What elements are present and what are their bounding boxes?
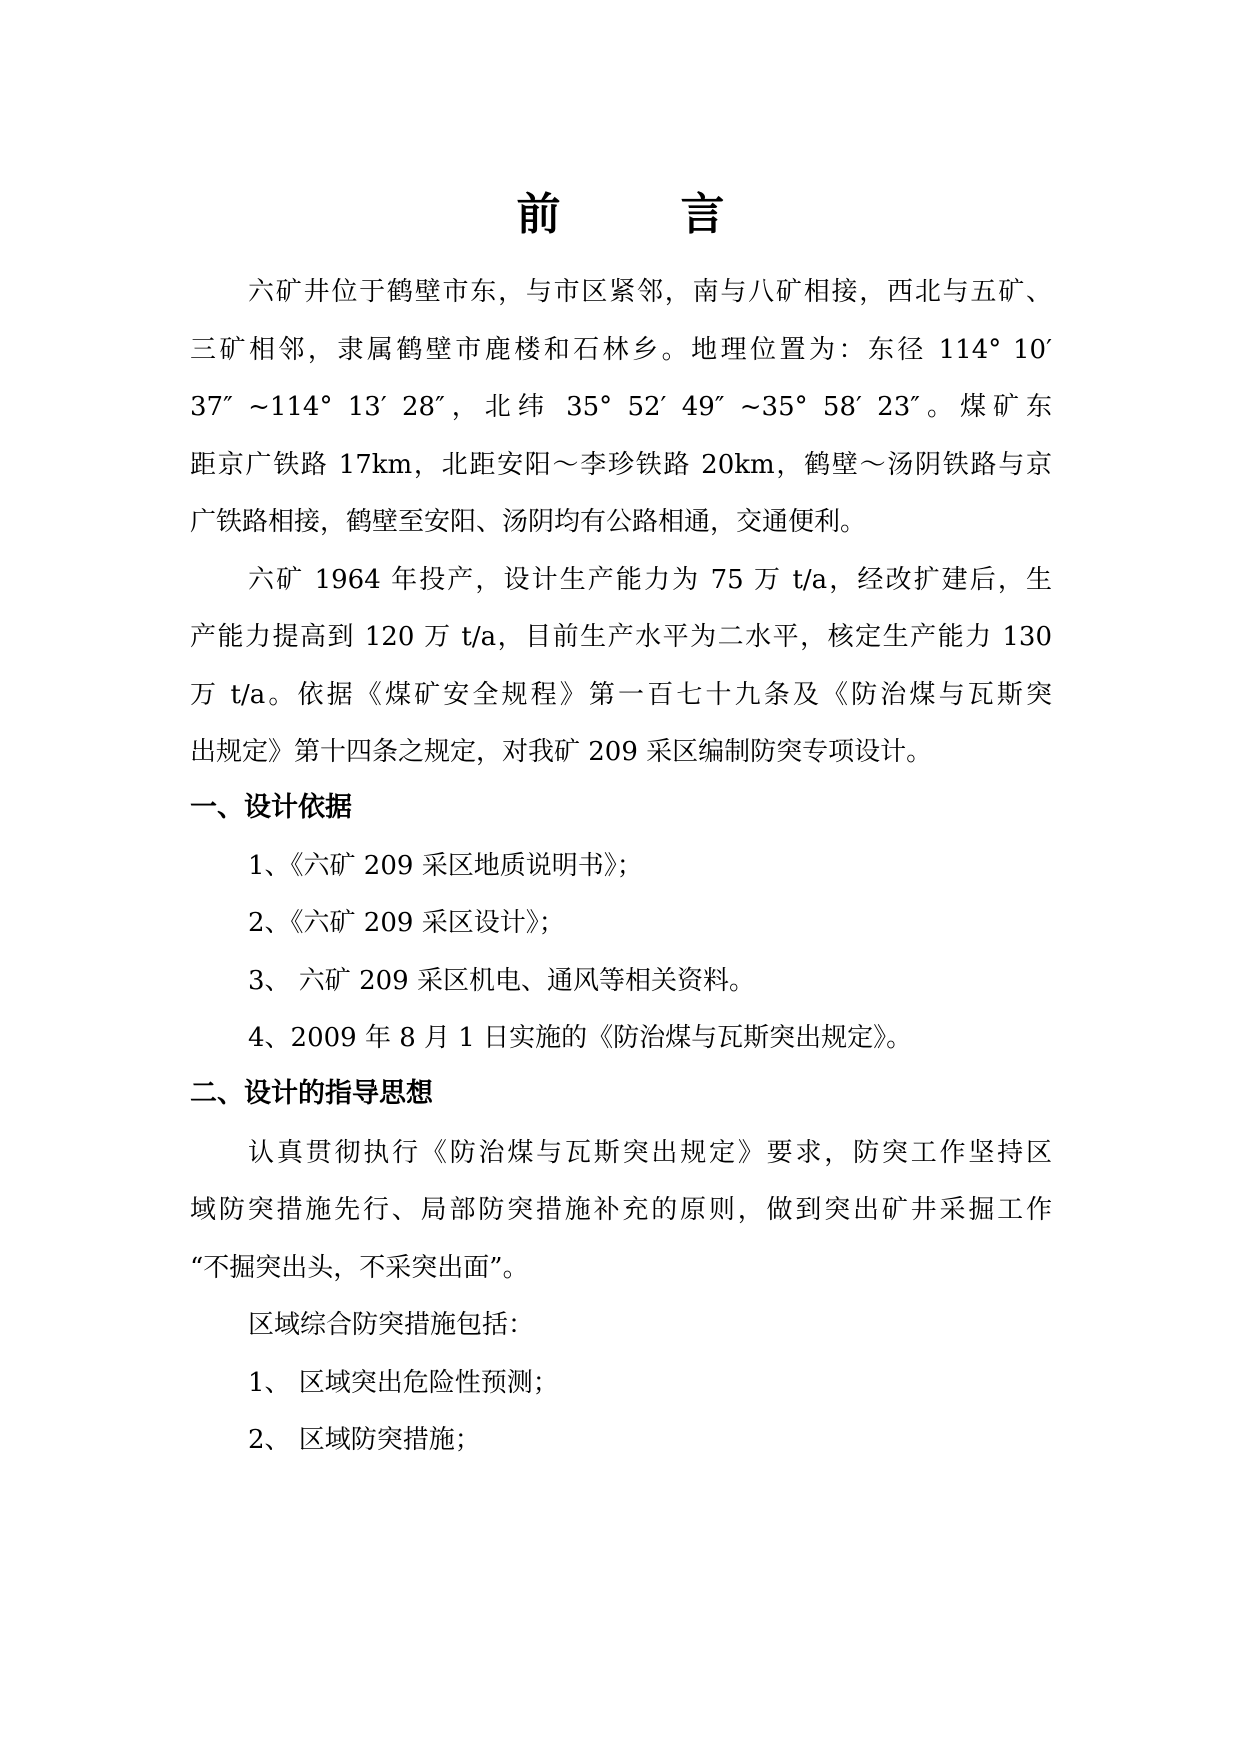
paragraph1-line-5: 广铁路相接，鹤壁至安阳、汤阴均有公路相通，交通便利。: [190, 507, 867, 537]
section1-item-1: 1、《六矿 209 采区地质说明书》；: [248, 851, 643, 881]
paragraph2-line-1: 六矿 1964 年投产，设计生产能力为 75 万 t/a，经改扩建后，生: [248, 565, 1052, 595]
section1-heading: 一、设计依据: [190, 792, 352, 823]
paragraph1-line-3: 37″ ~114° 13′ 28″，北纬 35° 52′ 49″ ~35° 58′ 23″。煤矿东: [190, 392, 1052, 422]
paragraph2-line-4: 出规定》第十四条之规定，对我矿 209 采区编制防突专项设计。: [190, 737, 933, 767]
section2-intro: 区域综合防突措施包括：: [248, 1310, 535, 1340]
title-char-2: 言: [680, 189, 785, 240]
title-char-1: 前: [516, 189, 621, 240]
paragraph2-line-3: 万 t/a。依据《煤矿安全规程》第一百七十九条及《防治煤与瓦斯突: [190, 680, 1052, 710]
paragraph1-line-4: 距京广铁路 17km，北距安阳～李珍铁路 20km，鹤壁～汤阴铁路与京: [190, 450, 1052, 480]
paragraph1-line-2: 三矿相邻，隶属鹤壁市鹿楼和石林乡。地理位置为：东径 114° 10′: [190, 335, 1052, 365]
section2-item-2: 2、 区域防突措施；: [248, 1425, 481, 1455]
section2-paragraph-line-1: 认真贯彻执行《防治煤与瓦斯突出规定》要求，防突工作坚持区: [248, 1138, 1052, 1168]
section2-paragraph-line-3: “不掘突出头，不采突出面”。: [190, 1253, 529, 1283]
section1-item-2: 2、《六矿 209 采区设计》；: [248, 908, 565, 938]
paragraph2-line-2: 产能力提高到 120 万 t/a，目前生产水平为二水平，核定生产能力 130: [190, 622, 1052, 652]
section1-item-4: 4、2009 年 8 月 1 日实施的《防治煤与瓦斯突出规定》。: [248, 1023, 913, 1053]
paragraph1-line-1: 六矿井位于鹤壁市东，与市区紧邻，南与八矿相接，西北与五矿、: [248, 277, 1052, 307]
section2-item-1: 1、 区域突出危险性预测；: [248, 1368, 559, 1398]
page-title: [0, 185, 1241, 245]
section2-heading: 二、设计的指导思想: [190, 1078, 433, 1109]
section2-paragraph-line-2: 域防突措施先行、局部防突措施补充的原则，做到突出矿井采掘工作: [190, 1195, 1052, 1225]
section1-item-3: 3、 六矿 209 采区机电、通风等相关资料。: [248, 966, 755, 996]
